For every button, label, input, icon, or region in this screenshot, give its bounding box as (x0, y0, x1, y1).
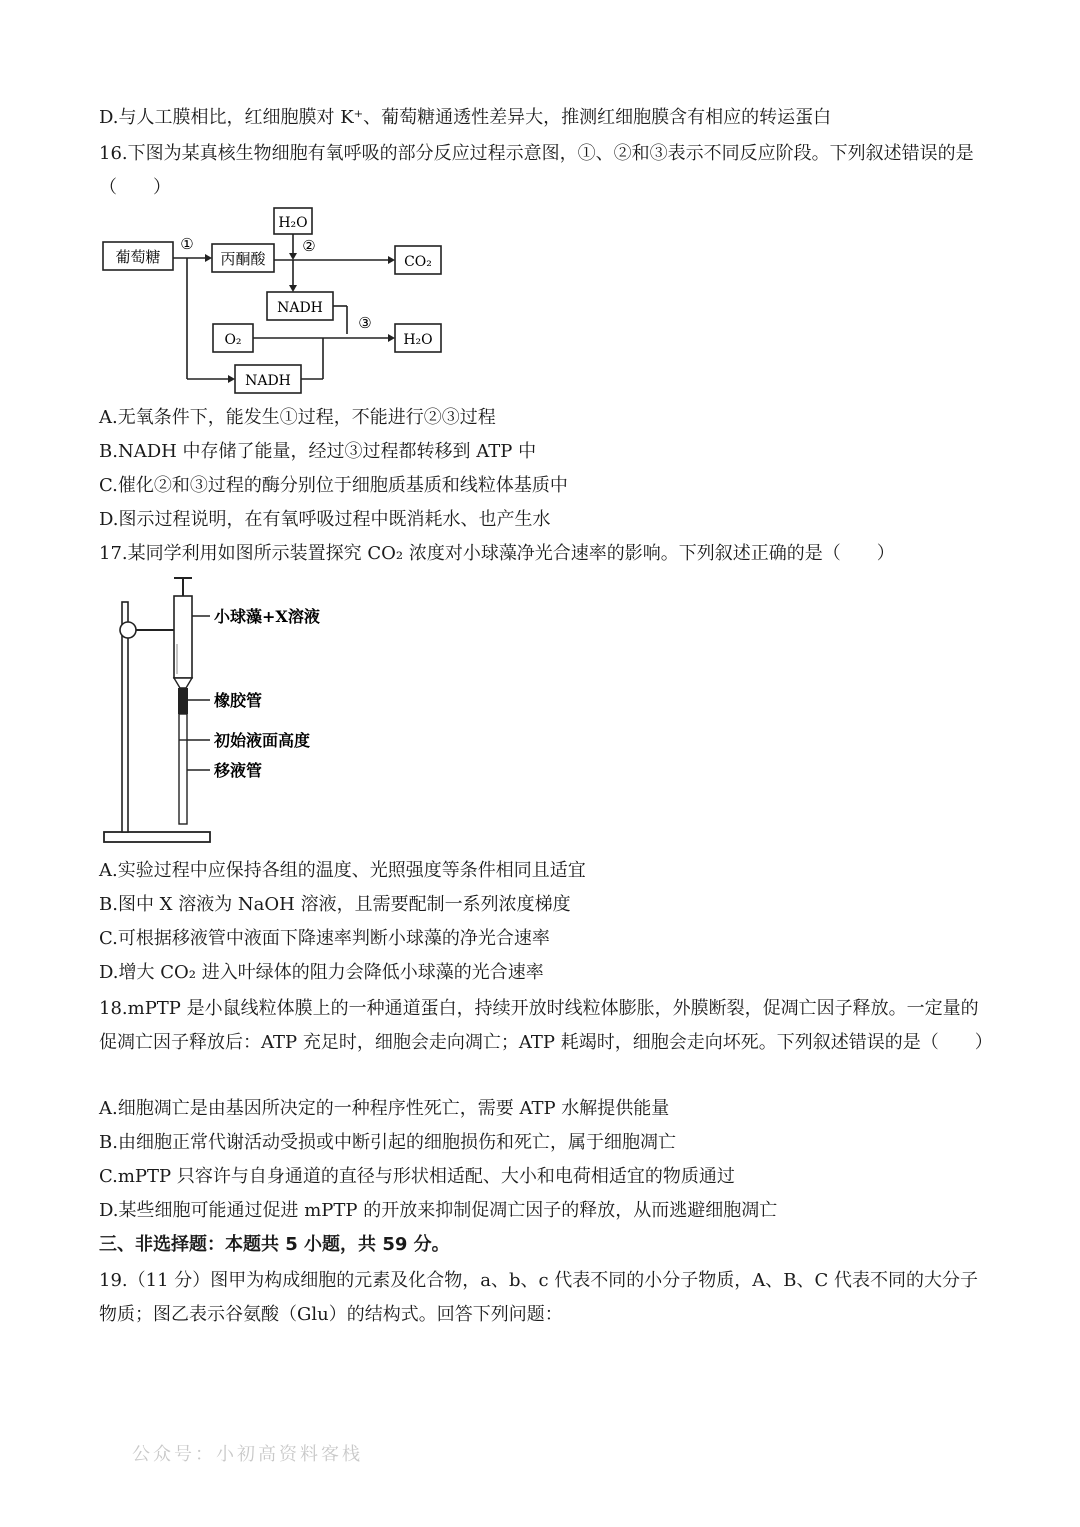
q15-option-d: D.与人工膜相比，红细胞膜对 K⁺、葡萄糖通透性差异大，推测红细胞膜含有相应的转运蛋白 (99, 107, 832, 128)
arrowhead-glucose-pyruvate (205, 254, 212, 262)
arrowhead-to-nadh-mid (289, 285, 297, 292)
step-3-label: ③ (358, 314, 372, 332)
apparatus-label-rubber-tube: 橡胶管 (214, 691, 263, 710)
q16-option-a: A.无氧条件下，能发生①过程，不能进行②③过程 (99, 407, 496, 428)
label-h2o-top: H₂O (278, 215, 308, 231)
q19-stem: 19.（11 分）图甲为构成细胞的元素及化合物，a、b、c 代表不同的小分子物质，A、B、C 代表不同的大分子物质；图乙表示谷氨酸（Glu）的结构式。回答下列问题： (99, 1270, 979, 1325)
pipette (179, 714, 187, 824)
q18-option-d: D.某些细胞可能通过促进 mPTP 的开放来抑制促凋亡因子的释放，从而逃避细胞凋亡 (99, 1200, 778, 1221)
q17-option-b: B.图中 X 溶液为 NaOH 溶液，且需要配制一系列浓度梯度 (99, 894, 571, 915)
apparatus-label-algae: 小球藻+X溶液 (214, 607, 320, 626)
label-glucose: 葡萄糖 (115, 248, 161, 266)
q17-option-d: D.增大 CO₂ 进入叶绿体的阻力会降低小球藻的光合速率 (99, 962, 544, 983)
q17-option-c: C.可根据移液管中液面下降速率判断小球藻的净光合速率 (99, 928, 550, 949)
label-nadh-mid: NADH (277, 300, 323, 316)
q18-option-a: A.细胞凋亡是由基因所决定的一种程序性死亡，需要 ATP 水解提供能量 (99, 1098, 670, 1119)
q16-option-b: B.NADH 中存储了能量，经过③过程都转移到 ATP 中 (99, 441, 537, 462)
label-pyruvate: 丙酮酸 (220, 250, 266, 268)
step-2-label: ② (302, 237, 316, 255)
q16-respiration-diagram (95, 200, 455, 395)
label-o2: O₂ (224, 332, 242, 348)
q17-apparatus-diagram (98, 574, 348, 849)
stand-base (104, 832, 210, 842)
q18-option-c: C.mPTP 只容许与自身通道的直径与形状相适配、大小和电荷相适宜的物质通过 (99, 1166, 735, 1187)
apparatus-label-initial-level: 初始液面高度 (214, 731, 311, 750)
clamp-knob-left (120, 622, 136, 638)
q17-stem: 17.某同学利用如图所示装置探究 CO₂ 浓度对小球藻净光合速率的影响。下列叙述正确的是（ ） (99, 543, 895, 564)
arrowhead-pyruvate-co2 (388, 256, 395, 264)
q17-option-a: A.实验过程中应保持各组的温度、光照强度等条件相同且适宜 (99, 860, 586, 881)
label-h2o-right: H₂O (403, 332, 433, 348)
arrowhead-o2-h2o (388, 334, 395, 342)
apparatus-label-pipette: 移液管 (214, 761, 263, 780)
arrowhead-to-nadh-bottom (228, 375, 235, 383)
q16-option-d: D.图示过程说明，在有氧呼吸过程中既消耗水、也产生水 (99, 509, 551, 530)
q16-option-c: C.催化②和③过程的酶分别位于细胞质基质和线粒体基质中 (99, 475, 568, 496)
q18-stem: 18.mPTP 是小鼠线粒体膜上的一种通道蛋白，持续开放时线粒体膨胀，外膜断裂，促凋亡因子释放。一定量的促凋亡因子释放后：ATP 充足时，细胞会走向凋亡；ATP 耗竭时，细胞会走向坏死。下列叙述错误的是（ ） (99, 998, 993, 1053)
label-nadh-bottom: NADH (245, 373, 291, 389)
footer-watermark: 公众号：小初高资料客栈 (132, 1444, 363, 1465)
step-1-label: ① (180, 235, 194, 253)
q18-option-b: B.由细胞正常代谢活动受损或中断引起的细胞损伤和死亡，属于细胞凋亡 (99, 1132, 676, 1153)
q16-stem: 16.下图为某真核生物细胞有氧呼吸的部分反应过程示意图，①、②和③表示不同反应阶段。下列叙述错误的是（ ） (99, 143, 974, 198)
label-co2: CO₂ (404, 254, 432, 270)
section-3-heading: 三、非选择题：本题共 5 小题，共 59 分。 (99, 1234, 450, 1255)
arrowhead-h2o-down (289, 253, 297, 260)
rubber-tube (178, 688, 188, 714)
